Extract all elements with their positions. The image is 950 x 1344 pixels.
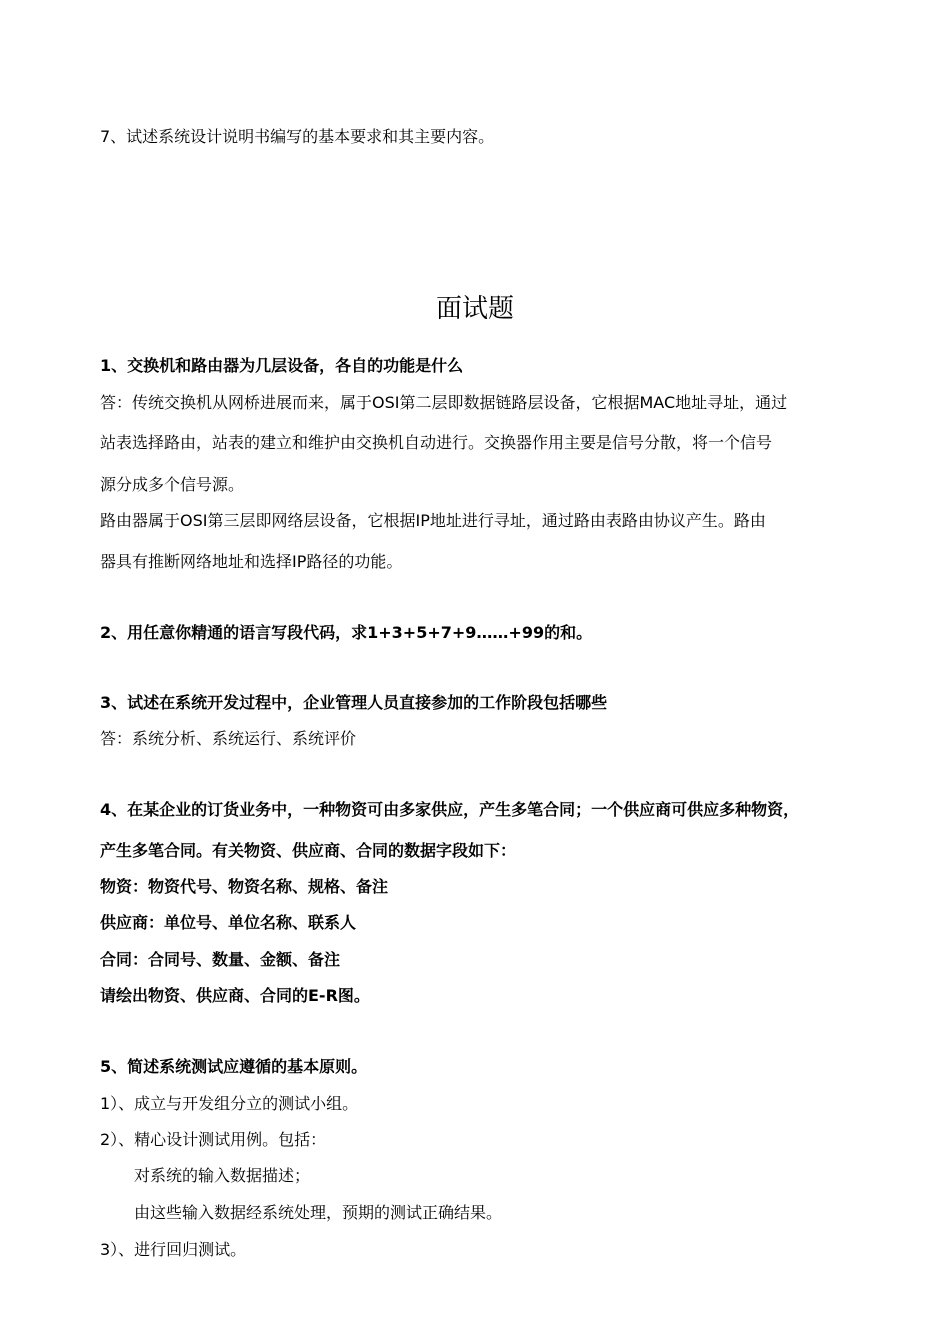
question-4-line-6: 请绘出物资、供应商、合同的E-R图。 [100, 986, 370, 1005]
question-4-line-4: 供应商：单位号、单位名称、联系人 [100, 913, 357, 932]
answer-1-line-5: 器具有推断网络地址和选择IP路径的功能。 [100, 552, 403, 571]
answer-1-line-2: 站表选择路由，站表的建立和维护由交换机自动进行。交换器作用主要是信号分散，将一个信号 [100, 433, 773, 452]
question-4-line-2: 产生多笔合同。有关物资、供应商、合同的数据字段如下： [100, 841, 517, 860]
answer-5-sub-item-1: 对系统的输入数据描述； [134, 1166, 311, 1185]
question-2: 2、用任意你精通的语言写段代码，求1+3+5+7+9……+99的和。 [100, 623, 593, 642]
top-question-7: 7、试述系统设计说明书编写的基本要求和其主要内容。 [100, 127, 495, 146]
answer-3: 答：系统分析、系统运行、系统评价 [100, 729, 357, 748]
answer-1-line-1: 答：传统交换机从网桥进展而来，属于OSI第二层即数据链路层设备，它根据MAC地址寻址，通过 [100, 393, 788, 412]
question-4-line-3: 物资：物资代号、物资名称、规格、备注 [100, 877, 389, 896]
answer-5-item-3: 3）、进行回归测试。 [100, 1240, 247, 1259]
page-title: 面试题 [435, 294, 514, 324]
question-5: 5、简述系统测试应遵循的基本原则。 [100, 1057, 368, 1076]
answer-1-line-3: 源分成多个信号源。 [100, 475, 245, 494]
answer-5-sub-item-2: 由这些输入数据经系统处理，预期的测试正确结果。 [134, 1203, 503, 1222]
answer-5-item-2: 2）、精心设计测试用例。包括： [100, 1130, 327, 1149]
question-4-line-1: 4、在某企业的订货业务中，一种物资可由多家供应，产生多笔合同；一个供应商可供应多种物资， [100, 800, 800, 819]
answer-5-item-1: 1）、成立与开发组分立的测试小组。 [100, 1094, 359, 1113]
question-4-line-5: 合同：合同号、数量、金额、备注 [100, 950, 341, 969]
answer-1-line-4: 路由器属于OSI第三层即网络层设备，它根据IP地址进行寻址，通过路由表路由协议产生。路由 [100, 511, 766, 530]
question-1: 1、交换机和路由器为几层设备，各自的功能是什么 [100, 356, 464, 375]
question-3: 3、试述在系统开发过程中，企业管理人员直接参加的工作阶段包括哪些 [100, 693, 608, 712]
